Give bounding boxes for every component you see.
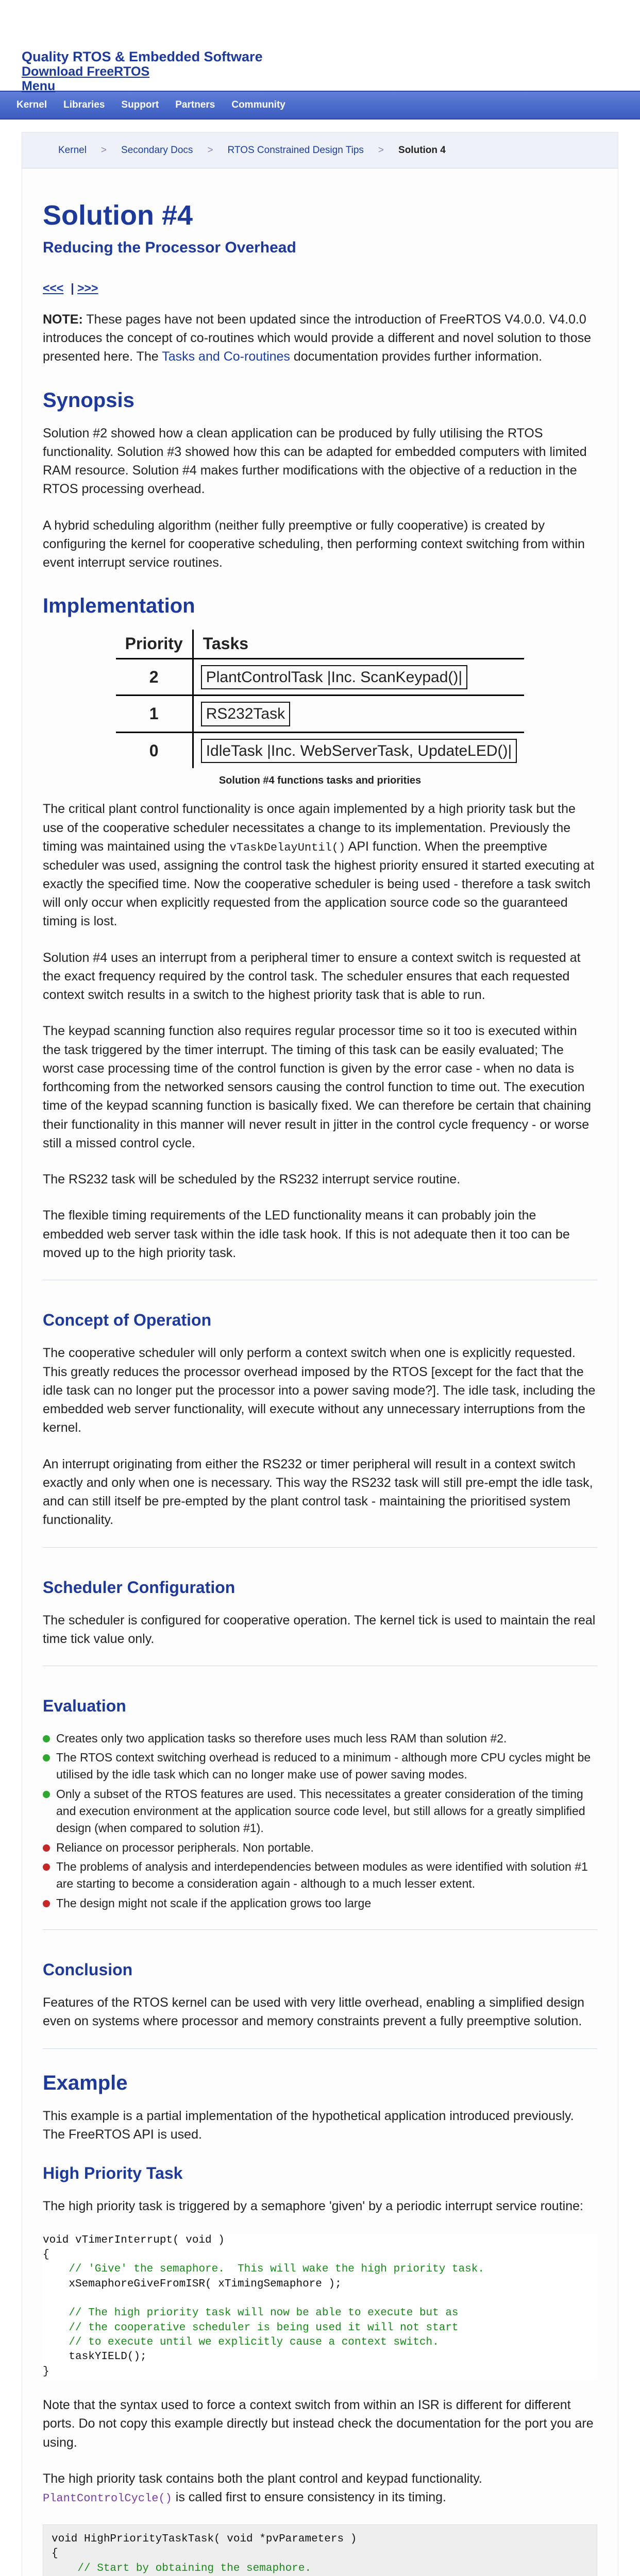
conclusion-heading: Conclusion [43,1960,133,1979]
note-text: These pages have not been updated since the introduction of FreeRTOS V4.0.0. V4.0.0 introduces the concept of co-routines which would provide a different and novel solution to those presented here. The [43,312,592,364]
table-row [116,658,525,696]
priority-table-figure [43,630,597,788]
green-dot-icon [43,1735,50,1742]
list-item [43,1858,597,1893]
breadcrumb-secondary-docs[interactable]: Secondary Docs [121,144,193,156]
implementation-paragraph: The RS232 task will be scheduled by the RS232 interrupt service routine. [43,1172,461,1187]
example-heading: Example [43,2071,128,2094]
code-comment-line: // Start by obtaining the semaphore. [77,2562,312,2574]
note-paragraph [43,310,597,366]
code-line: void HighPriorityTaskTask( void *pvParameters ) [52,2533,357,2545]
conclusion-paragraph: Features of the RTOS kernel can be used with very little overhead, enabling a simplified design even on systems where processor and memory constraints prevent a fully preemptive solution. [43,1995,585,2029]
list-item [43,1839,597,1856]
tasks-cell [193,732,524,768]
implementation-heading: Implementation [43,595,195,618]
list-item [43,1786,597,1837]
priority-cell: 0 [116,732,193,768]
concept-paragraph: An interrupt originating from either the RS232 or timer peripheral will result in a context switch exactly and only when one is necessary. This way the RS232 task will still pre-empt the idle task, and can still itself be pre-empted by the plant control task - maintaining the prioritised system functionality. [43,1456,593,1528]
evaluation-text: Only a subset of the RTOS features are used. This necessitates a greater consideration of the timing and execution environment at the application source code level, but still allows for a greatly simplified design (when compared to solution #1). [56,1787,585,1835]
high-priority-heading: High Priority Task [43,2164,183,2183]
red-dot-icon [43,1900,50,1907]
text: The high priority task contains both the plant control and keypad functionality. [43,2471,482,2486]
pager-prev-link[interactable]: <<< [43,281,64,295]
site-header [0,0,640,93]
list-item [43,1730,597,1747]
code-line: { [43,2248,49,2261]
pager-separator: | [71,281,74,295]
section-divider [43,1929,597,1930]
tasks-column-header: Tasks [193,630,524,658]
task-box: IdleTask |Inc. WebServerTask, UpdateLED()| [201,739,517,764]
breadcrumb [22,132,618,168]
high-priority-paragraph: Note that the syntax used to force a context switch from within an ISR is different for different ports. Do not copy this example directly but instead check the documentation for the port you are using. [43,2398,594,2450]
concept-paragraph: The cooperative scheduler will only perform a context switch when one is explicitly requested. This greatly reduces the processor overhead imposed by the RTOS [except for the fact that the idle task can no longer put the processor into a power saving mode?]. The idle task, including the embedded web server functionality, will execute without any unnecessary interruptions from the kernel. [43,1346,596,1435]
synopsis-heading: Synopsis [43,388,134,412]
nav-item-support[interactable]: Support [121,99,159,111]
page-title: Solution #4 [43,200,193,231]
evaluation-text: The problems of analysis and interdependencies between modules as were identified with solution #1 are starting to become a consideration again - although to a much lesser extent. [56,1859,588,1891]
implementation-paragraph: The keypad scanning function also requires regular processor time so it too is executed within the task triggered by the timer interrupt. The timing of this task can be easily evaluated; The worst case processing time of the control function is given by the error case - when no data is forthcoming from the networked sensors causing the control function to time out. The execution time of the keypad scanning function is basically fixed. We can therefore be certain that chaining their functionality in this manner will never result in jitter in the control cycle frequency - or worse still a missed control cycle. [43,1024,592,1150]
site-title-link[interactable]: Quality RTOS & Embedded Software [22,49,263,64]
high-priority-paragraph: The high priority task is triggered by a semaphore 'given' by a periodic interrupt service routine: [43,2199,583,2214]
implementation-paragraph [43,800,597,930]
code-line: taskYIELD(); [69,2351,147,2363]
menu-link[interactable]: Menu [22,79,56,93]
implementation-paragraph: Solution #4 uses an interrupt from a peripheral timer to ensure a context switch is requested at the exact frequency required by the control task. The scheduler ensures that each requested context switch results in a switch to the highest priority task that is able to run. [43,950,581,1003]
evaluation-heading: Evaluation [43,1697,126,1716]
text: API function. When the preemptive scheduler was used, assigning the control task the highest priority ensured it started executing at exactly the specified time. Now the cooperative scheduler is being used - therefore a task switch will only occur when explicitly requested from the application source code so the guaranteed timing is lost. [43,839,595,929]
pager [43,280,597,297]
inline-code: PlantControlCycle() [43,2492,172,2505]
code-block-timer-isr [43,2233,597,2379]
breadcrumb-design-tips[interactable]: RTOS Constrained Design Tips [227,144,364,156]
red-dot-icon [43,1844,50,1852]
list-item [43,1749,597,1784]
example-paragraph: This example is a partial implementation of the hypothetical application introduced previously. The FreeRTOS API is used. [43,2108,574,2142]
list-item [43,1895,597,1912]
nav-item-libraries[interactable]: Libraries [63,99,105,111]
note-label: NOTE: [43,312,83,327]
main-nav [0,91,640,120]
evaluation-text: The design might not scale if the application grows too large [56,1896,372,1910]
code-comment-line: // to execute until we explicitly cause a context switch. [69,2336,439,2348]
tasks-cell [193,696,524,733]
page-content [22,132,618,2576]
section-divider [43,2048,597,2049]
green-dot-icon [43,1791,50,1798]
concept-heading: Concept of Operation [43,1311,212,1330]
evaluation-text: The RTOS context switching overhead is reduced to a minimum - although more CPU cycles might be utilised by the idle task which can no longer make use of power saving modes. [56,1750,591,1782]
breadcrumb-separator: > [378,144,384,156]
nav-item-community[interactable]: Community [231,99,285,111]
evaluation-text: Creates only two application tasks so therefore uses much less RAM than solution #2. [56,1731,507,1745]
synopsis-paragraph: Solution #2 showed how a clean application can be produced by fully utilising the RTOS functionality. Solution #3 showed how this can be adapted for embedded computers with limited RAM resource. Solution #4 makes further modifications with the objective of a reduction in the RTOS processing overhead. [43,426,587,497]
code-block-high-priority-task [43,2524,597,2576]
inline-code: vTaskDelayUntil() [229,841,346,854]
evaluation-list [43,1730,597,1912]
text: The critical plant control functionality is once again implemented by a high priority task but the use of the cooperative scheduler necessitates a change to its implementation. Previously the timing was maintained using the [43,802,576,854]
table-caption: Solution #4 functions tasks and priorities [218,775,422,787]
table-row [116,732,525,768]
breadcrumb-separator: > [207,144,213,156]
download-link[interactable]: Download FreeRTOS [22,64,150,79]
code-comment-line: // the cooperative scheduler is being used it will not start [69,2321,459,2334]
implementation-paragraph: The flexible timing requirements of the LED functionality means it can probably join the embedded web server task within the idle task hook. If this is not adequate then it too can be moved up to the high priority task. [43,1208,570,1260]
code-line: void vTimerInterrupt( void ) [43,2234,225,2246]
priority-cell: 2 [116,658,193,696]
text: is called first to ensure consistency in its timing. [172,2490,446,2505]
breadcrumb-separator: > [100,144,107,156]
evaluation-text: Reliance on processor peripherals. Non portable. [56,1840,314,1854]
code-line: xSemaphoreGiveFromISR( xTimingSemaphore ); [69,2278,342,2290]
note-text: documentation provides further information. [290,349,543,364]
pager-next-link[interactable]: >>> [77,281,98,295]
table-row [116,696,525,733]
high-priority-paragraph [43,2469,597,2507]
nav-item-partners[interactable]: Partners [175,99,215,111]
breadcrumb-kernel[interactable]: Kernel [58,144,87,156]
code-line: } [43,2365,49,2378]
scheduler-heading: Scheduler Configuration [43,1578,235,1597]
priority-column-header: Priority [116,630,193,658]
breadcrumb-current: Solution 4 [398,144,446,156]
tasks-coroutines-link[interactable]: Tasks and Co-routines [162,349,290,364]
code-comment-line: // The high priority task will now be able to execute but as [69,2307,459,2319]
scheduler-paragraph: The scheduler is configured for cooperative operation. The kernel tick is used to maintain the real time tick value only. [43,1613,596,1647]
code-comment-line: // 'Give' the semaphore. This will wake the high priority task. [69,2263,484,2276]
priority-table [116,630,525,768]
section-divider [43,1547,597,1548]
tasks-cell [193,658,524,696]
green-dot-icon [43,1754,50,1761]
red-dot-icon [43,1863,50,1871]
code-line: { [52,2548,58,2560]
priority-cell: 1 [116,696,193,733]
task-box: PlantControlTask |Inc. ScanKeypad()| [201,665,468,690]
synopsis-paragraph: A hybrid scheduling algorithm (neither fully preemptive or fully cooperative) is created by configuring the kernel for cooperative scheduling, then performing context switching from within event interrupt service routines. [43,518,585,570]
task-box: RS232Task [201,702,290,726]
nav-item-kernel[interactable]: Kernel [16,99,47,111]
page-subtitle: Reducing the Processor Overhead [43,239,296,257]
